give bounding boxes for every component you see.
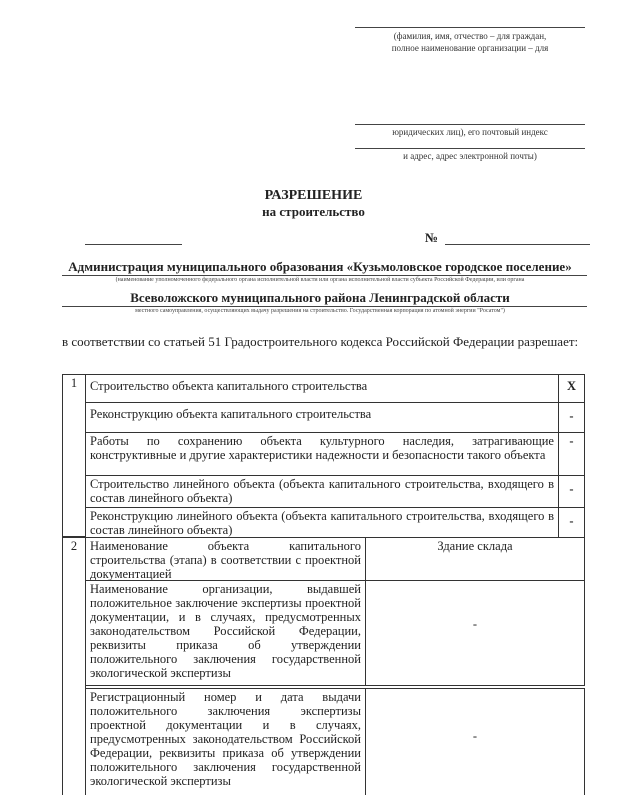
section-1-row-text: Строительство объекта капитального строительства	[85, 374, 559, 403]
number-sign: №	[425, 230, 439, 245]
issuer-line	[62, 306, 587, 307]
issuer-name-1: Администрация муниципального образования «Кузьмоловское городское поселение»	[68, 259, 572, 274]
recipient-line	[355, 27, 585, 28]
section-1-row-mark: -	[558, 402, 585, 433]
issuer-line	[62, 275, 587, 276]
recipient-hint-3: юридических лиц), его почтовый индекс	[392, 127, 548, 137]
recipient-hint-1: (фамилия, имя, отчество – для граждан,	[393, 31, 547, 41]
section-2-number: 2	[62, 537, 86, 795]
section-1-row-text: Реконструкцию объекта капитального строительства	[85, 402, 559, 433]
section-1-row-mark: -	[558, 475, 585, 508]
section-2-row-label: Наименование объекта капитального строительства (этапа) в соответствии с проектной документацией	[85, 537, 366, 581]
section-1-row-text: Реконструкцию линейного объекта (объекта капитального строительства, входящего в состав линейного объекта)	[85, 507, 559, 538]
section-1-number: 1	[62, 374, 86, 537]
document-title: РАЗРЕШЕНИЕ	[264, 188, 363, 203]
recipient-hint-2: полное наименование организации – для	[391, 43, 549, 53]
issuer-name-2: Всеволожского муниципального района Ленинградской области	[130, 290, 510, 305]
section-1-row-text: Строительство линейного объекта (объекта капитального строительства, входящего в состав линейного объекта)	[85, 475, 559, 508]
section-2-row-value: Здание склада	[365, 537, 585, 581]
recipient-hint-4: и адрес, адрес электронной почты)	[403, 151, 537, 161]
section-2-row-value: -	[365, 580, 585, 686]
section-1-row-mark: X	[558, 374, 585, 403]
recipient-line	[355, 148, 585, 149]
issuer-hint-2: местного самоуправления, осуществляющих выдачу разрешения на строительство. Государственная корпорация по атомной энергии "Росатом")	[135, 308, 505, 314]
issuer-hint-1: (наименование уполномоченного федерального органа исполнительной власти или органа исполнительной власти субъекта Российской Федерации, или органа	[115, 277, 525, 283]
section-2-row-label: Наименование организации, выдавшей положительное заключение экспертизы проектной документации, и в случаях, предусмотренных законодательством Российской Федерации, реквизиты приказа об утверждении положительного заключения государственной экологической экспертизы	[85, 580, 366, 686]
section-1-row-text: Работы по сохранению объекта культурного наследия, затрагивающие конструктивные и другие характеристики надежности и безопасности такого объекта	[85, 432, 559, 476]
section-2-row-value: -	[365, 688, 585, 795]
intro-text: в соответствии со статьей 51 Градостроительного кодекса Российской Федерации разрешает:	[62, 334, 579, 349]
section-2-row-label: Регистрационный номер и дата выдачи положительного заключения экспертизы проектной документации и в случаях, предусмотренных законодательством Российской Федерации, реквизиты приказа об утверждении положительного заключения государственной экологической экспертизы	[85, 688, 366, 795]
recipient-hint	[355, 30, 585, 54]
date-line	[85, 244, 182, 245]
section-1-row-mark: -	[558, 432, 585, 476]
number-line	[445, 244, 590, 245]
recipient-line	[355, 124, 585, 125]
section-1-row-mark: -	[558, 507, 585, 538]
document-subtitle: на строительство	[262, 204, 365, 219]
